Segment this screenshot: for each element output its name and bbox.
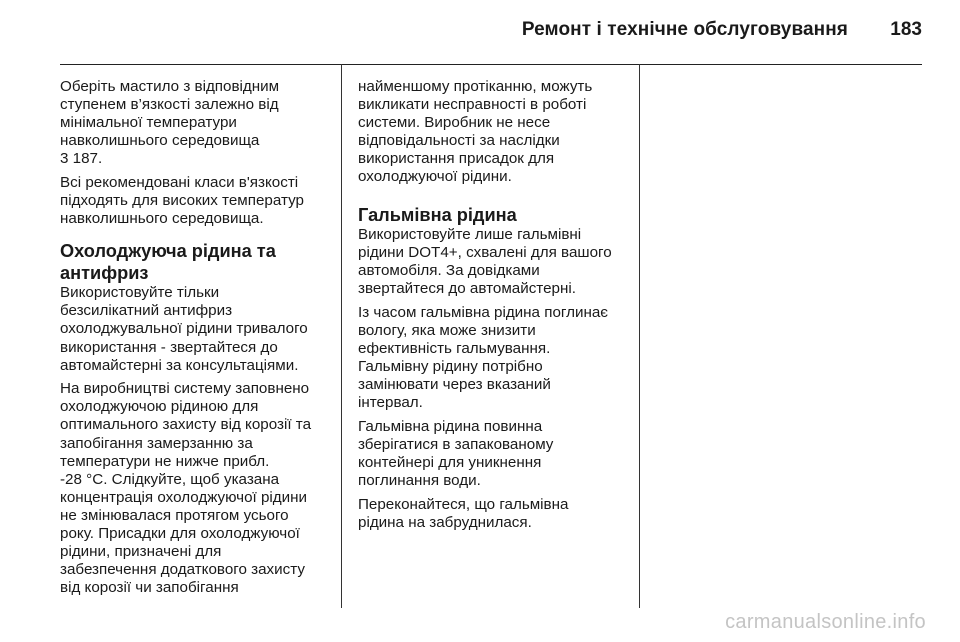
text-line: забезпечення додаткового захисту	[60, 561, 305, 579]
text-line: відповідальності за наслідки	[358, 132, 560, 150]
paragraph-contamination	[358, 496, 630, 532]
text-line: не змінювалася протягом усього	[60, 506, 289, 524]
text-line: оптимального захисту від корозії та	[60, 416, 312, 434]
text-line: Гальмівну рідину потрібно	[358, 358, 543, 376]
text-line: автомайстерні за консультаціями.	[60, 356, 299, 374]
text-line: системи. Виробник не несе	[358, 114, 551, 132]
text-line: ступенем в’язкості залежно від	[60, 96, 279, 114]
text-line: Оберіть мастило з відповідним	[60, 78, 280, 95]
paragraph-factory-fill	[60, 380, 332, 597]
paragraph-brake-fluid-type	[358, 226, 630, 298]
text-line: найменшому протіканню, можуть	[358, 78, 593, 95]
paragraph-antifreeze-usage	[60, 284, 332, 374]
paragraph-oil-selection	[60, 78, 332, 168]
text-line: температури не нижче прибл.	[60, 452, 270, 470]
paragraph-storage	[358, 418, 630, 490]
heading-brake-fluid	[358, 205, 630, 227]
page-header	[60, 0, 922, 65]
text-line: охолоджуючою рідиною для	[60, 398, 259, 416]
page-number: 183	[890, 19, 922, 40]
text-line: замінювати через вказаний	[358, 376, 551, 394]
text-line: Використовуйте тільки	[60, 284, 220, 302]
text-line: Переконайтеся, що гальмівна	[358, 495, 569, 513]
text-line: рідина на забруднилася.	[358, 513, 532, 531]
text-line: зберігатися в запакованому	[358, 436, 554, 454]
text-line: автомобіля. За довідками	[358, 262, 540, 280]
text-line: вологу, яка може знизити	[358, 322, 536, 340]
text-line: Гальмівна рідина повинна	[358, 418, 543, 435]
text-line: Із часом гальмівна рідина поглинає	[358, 303, 609, 321]
heading-coolant-antifreeze	[60, 241, 332, 284]
text-line: інтервал.	[358, 394, 423, 412]
text-line: мінімальної температури	[60, 114, 237, 132]
text-line: підходять для високих температур	[60, 192, 304, 210]
text-line: звертайтеся до автомайстерні.	[358, 280, 576, 298]
text-line: використання присадок для	[358, 150, 555, 168]
text-line: від корозії чи запобігання	[60, 579, 239, 597]
paragraph-moisture-absorption	[358, 304, 630, 413]
left-column	[60, 78, 332, 603]
text-line: викликати несправності в роботі	[358, 96, 587, 114]
text-line: концентрація охолоджуючої рідини	[60, 488, 308, 506]
text-line: -28 °C. Слідкуйте, щоб указана	[60, 470, 280, 488]
site-watermark: carmanualsonline.info	[725, 611, 926, 633]
text-line: поглинання води.	[358, 472, 481, 490]
page-title: Ремонт і технічне обслуговування	[521, 19, 848, 40]
text-line: використання - звертайтеся до	[60, 338, 278, 356]
text-line: охолоджувальної рідини тривалого	[60, 320, 308, 338]
text-line: Всі рекомендовані класи в'язкості	[60, 173, 299, 191]
paragraph-additives-warning	[358, 78, 630, 187]
text-line: контейнері для уникнення	[358, 454, 542, 472]
text-line: рідини DOT4+, схвалені для вашого	[358, 244, 612, 262]
column-divider-left	[341, 64, 342, 608]
heading-line: Охолоджуюча рідина та	[60, 241, 276, 262]
page-reference-link[interactable]: 3 187.	[60, 150, 103, 168]
heading-line: Гальмівна рідина	[358, 204, 517, 225]
text-line: навколишнього середовища.	[60, 210, 264, 228]
column-divider-right	[639, 64, 640, 608]
text-line: запобігання замерзанню за	[60, 434, 253, 452]
text-line: року. Присадки для охолоджуючої	[60, 524, 300, 542]
text-line: безсилікатний антифриз	[60, 302, 233, 320]
text-line: Використовуйте лише гальмівні	[358, 226, 582, 244]
right-column	[358, 78, 630, 538]
paragraph-viscosity-classes	[60, 174, 332, 228]
heading-line: антифриз	[60, 262, 149, 283]
text-line: навколишнього середовища	[60, 132, 260, 150]
text-line: рідини, призначені для	[60, 543, 222, 561]
text-line: ефективність гальмування.	[358, 340, 551, 358]
text-line: охолоджуючої рідини.	[358, 168, 512, 186]
text-line: На виробництві систему заповнено	[60, 380, 310, 398]
